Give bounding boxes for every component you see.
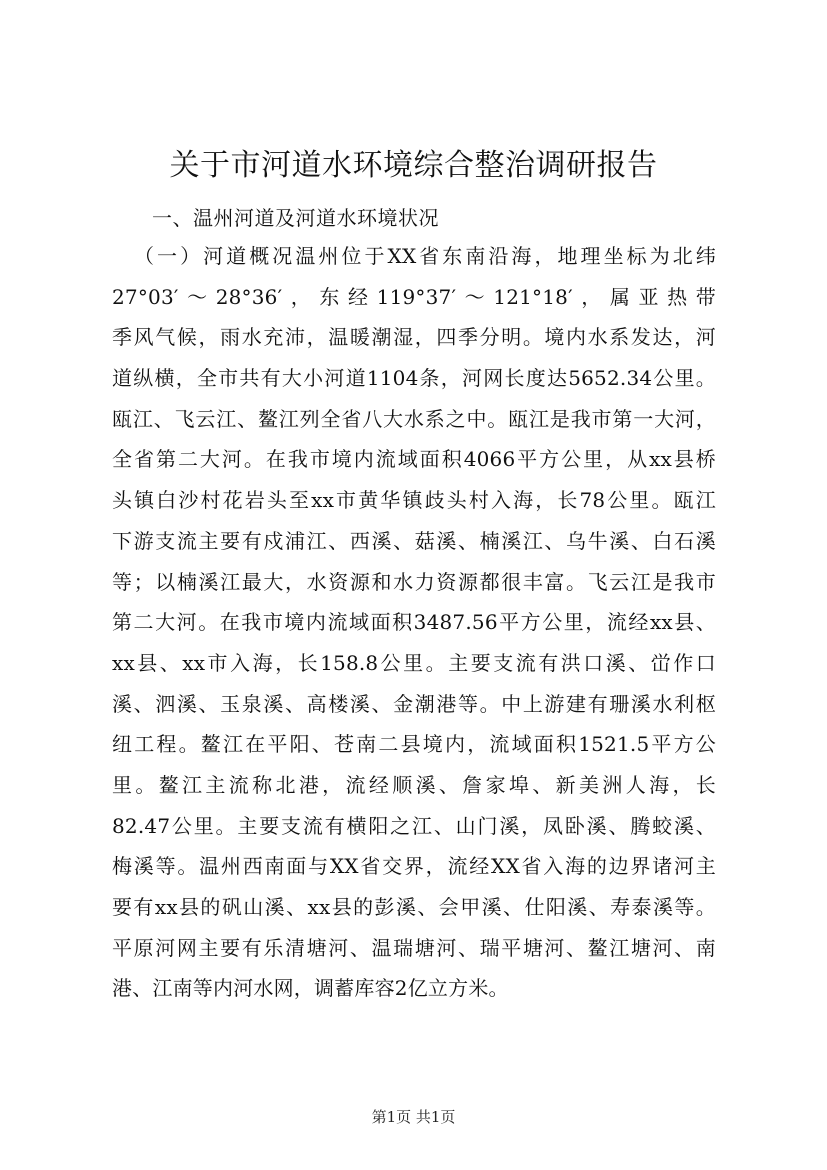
paragraph-line: 季风气候，雨水充沛，温暖潮湿，四季分明。境内水系发达，河	[112, 325, 716, 350]
paragraph-line: 道纵横，全市共有大小河道1104条，河网长度达5652.34公里。	[112, 366, 716, 391]
paragraph-line: 等；以楠溪江最大，水资源和水力资源都很丰富。飞云江是我市	[112, 569, 716, 594]
paragraph-line: 82.47公里。主要支流有横阳之江、山门溪，凤卧溪、腾蛟溪、	[112, 813, 716, 838]
paragraph-line: 要有xx县的矾山溪、xx县的彭溪、会甲溪、仕阳溪、寿泰溪等。	[112, 895, 716, 919]
page-footer: 第1页 共1页	[371, 1108, 456, 1126]
paragraph-line: 下游支流主要有戍浦江、西溪、菇溪、楠溪江、乌牛溪、白石溪	[112, 528, 716, 553]
paragraph-line: 27°03′～28°36′，东经119°37′～121°18′，属亚热带	[112, 284, 716, 309]
paragraph-line: 纽工程。鳌江在平阳、苍南二县境内，流域面积1521.5平方公	[112, 732, 716, 757]
paragraph-line: 溪、泗溪、玉泉溪、高楼溪、金潮港等。中上游建有珊溪水利枢	[112, 691, 716, 716]
paragraph-line: 梅溪等。温州西南面与XX省交界，流经XX省入海的边界诸河主	[112, 854, 716, 879]
paragraph-line: 平原河网主要有乐清塘河、温瑞塘河、瑞平塘河、鳌江塘河、南	[112, 935, 716, 960]
paragraph-line: 全省第二大河。在我市境内流域面积4066平方公里，从xx县桥	[112, 447, 716, 472]
paragraph-line: 瓯江、飞云江、鳌江列全省八大水系之中。瓯江是我市第一大河，	[112, 406, 716, 431]
paragraph-line: xx县、xx市入海，长158.8公里。主要支流有洪口溪、峃作口	[112, 650, 716, 675]
section-heading: 一、温州河道及河道水环境状况	[152, 206, 439, 230]
paragraph-line: 头镇白沙村花岩头至xx市黄华镇歧头村入海，长78公里。瓯江	[112, 488, 716, 513]
paragraph-line: 港、江南等内河水网，调蓄库容2亿立方米。	[112, 976, 509, 1001]
paragraph-line: 里。鳌江主流称北港，流经顺溪、詹家埠、新美洲人海，长	[112, 772, 716, 797]
paragraph-line: （一）河道概况温州位于XX省东南沿海，地理坐标为北纬	[134, 244, 716, 268]
document-title: 关于市河道水环境综合整治调研报告	[169, 148, 658, 183]
body-text	[112, 236, 716, 1009]
paragraph-line: 第二大河。在我市境内流域面积3487.56平方公里，流经xx县、	[112, 610, 716, 635]
